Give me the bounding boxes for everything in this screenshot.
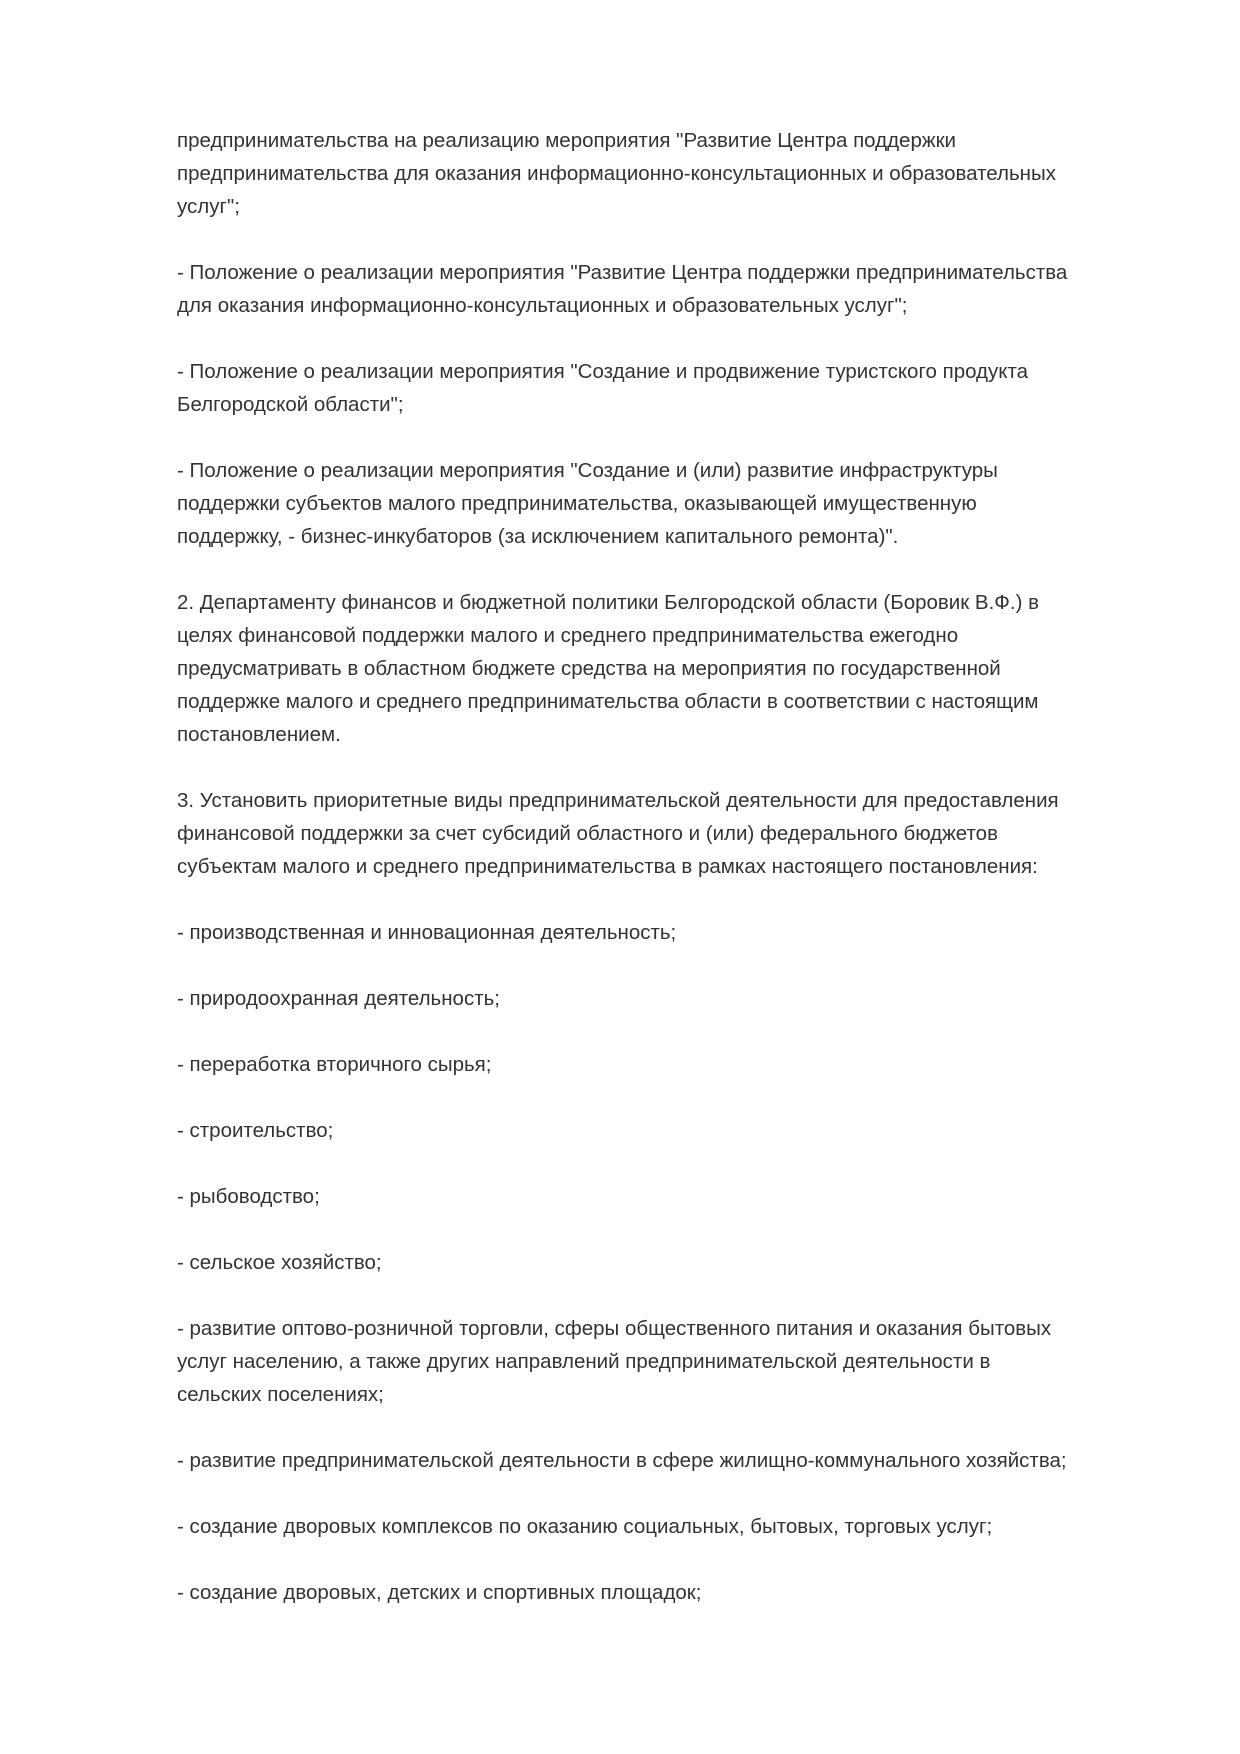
text-line: поддержку, - бизнес-инкубаторов (за исключением капитального ремонта)". — [177, 525, 899, 548]
text-line: предпринимательства на реализацию мероприятия "Развитие Центра поддержки — [177, 129, 956, 152]
text-line: 2. Департаменту финансов и бюджетной политики Белгородской области (Боровик В.Ф.) в — [177, 591, 1039, 614]
text-line: - Положение о реализации мероприятия "Создание и продвижение туристского продукта — [177, 360, 1029, 383]
text-line: - строительство; — [177, 1119, 334, 1142]
text-line: - сельское хозяйство; — [177, 1251, 382, 1274]
text-line: услуг населению, а также других направлений предпринимательской деятельности в — [177, 1350, 991, 1373]
text-line: - производственная и инновационная деятельность; — [177, 921, 677, 944]
text-line: поддержке малого и среднего предпринимательства области в соответствии с настоящим — [177, 690, 1039, 713]
text-line: Белгородской области"; — [177, 393, 404, 416]
text-line: субъектам малого и среднего предпринимательства в рамках настоящего постановления: — [177, 855, 1038, 878]
paragraph — [177, 1180, 1167, 1213]
text-line: предусматривать в областном бюджете средства на мероприятия по государственной — [177, 657, 1001, 680]
text-line: сельских поселениях; — [177, 1383, 384, 1406]
text-line: - переработка вторичного сырья; — [177, 1053, 492, 1076]
text-line: целях финансовой поддержки малого и среднего предпринимательства ежегодно — [177, 624, 959, 647]
paragraph — [177, 1246, 1167, 1279]
paragraph — [177, 1114, 1167, 1147]
text-line: 3. Установить приоритетные виды предпринимательской деятельности для предоставления — [177, 789, 1059, 812]
text-line: - развитие оптово-розничной торговли, сферы общественного питания и оказания бытовых — [177, 1317, 1052, 1340]
text-line: постановлением. — [177, 723, 341, 746]
text-line: - рыбоводство; — [177, 1185, 320, 1208]
text-line: - Положение о реализации мероприятия "Развитие Центра поддержки предпринимательства — [177, 261, 1068, 284]
text-line: - создание дворовых комплексов по оказанию социальных, бытовых, торговых услуг; — [177, 1515, 993, 1538]
text-line: финансовой поддержки за счет субсидий областного и (или) федерального бюджетов — [177, 822, 998, 845]
text-line: - развитие предпринимательской деятельности в сфере жилищно-коммунального хозяйства; — [177, 1449, 1067, 1472]
paragraph — [177, 256, 1167, 322]
paragraph — [177, 124, 1167, 223]
paragraph — [177, 1576, 1167, 1609]
text-line: - Положение о реализации мероприятия "Создание и (или) развитие инфраструктуры — [177, 459, 998, 482]
text-line: услуг"; — [177, 195, 240, 218]
text-line: - природоохранная деятельность; — [177, 987, 500, 1010]
paragraph — [177, 1048, 1167, 1081]
paragraph — [177, 1444, 1167, 1477]
document-body — [177, 124, 1167, 1609]
paragraph — [177, 454, 1167, 553]
text-line: предпринимательства для оказания информационно-консультационных и образовательных — [177, 162, 1056, 185]
text-line: - создание дворовых, детских и спортивных площадок; — [177, 1581, 702, 1604]
paragraph — [177, 982, 1167, 1015]
paragraph — [177, 586, 1167, 751]
paragraph — [177, 784, 1167, 883]
text-line: поддержки субъектов малого предпринимательства, оказывающей имущественную — [177, 492, 977, 515]
document-page — [177, 124, 1167, 1642]
paragraph — [177, 1312, 1167, 1411]
paragraph — [177, 355, 1167, 421]
text-line: для оказания информационно-консультационных и образовательных услуг"; — [177, 294, 908, 317]
paragraph — [177, 1510, 1167, 1543]
paragraph — [177, 916, 1167, 949]
